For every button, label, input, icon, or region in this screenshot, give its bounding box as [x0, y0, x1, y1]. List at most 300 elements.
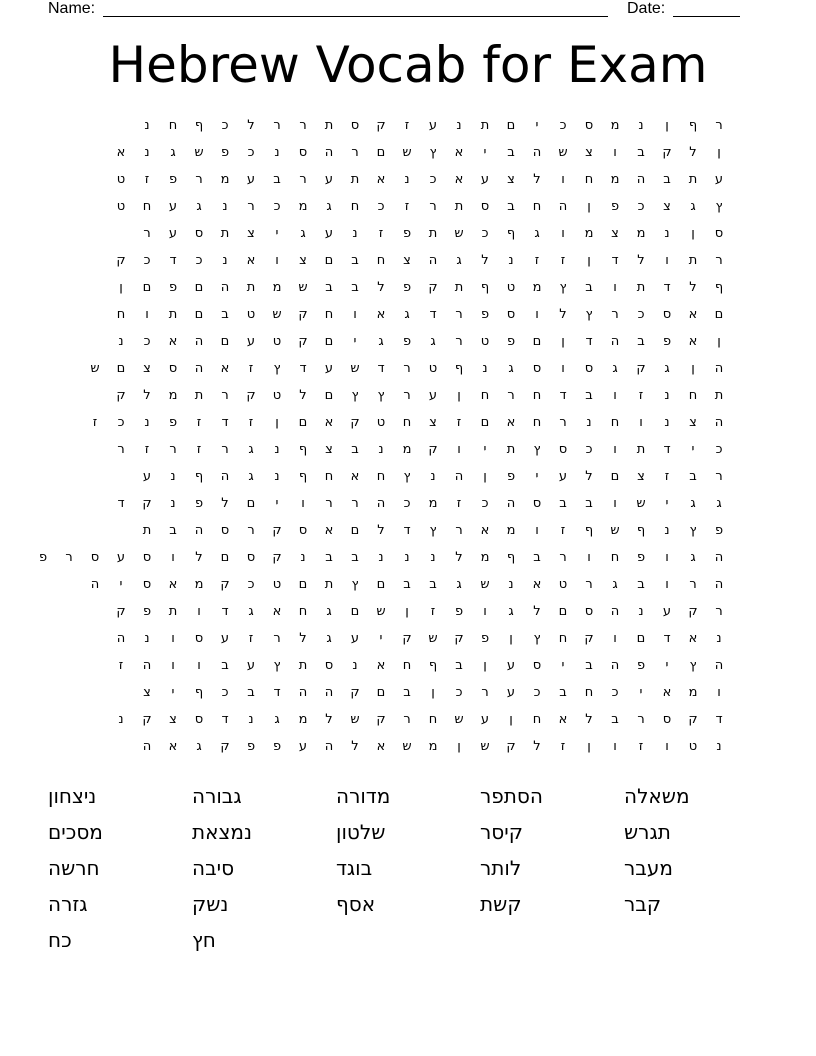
grid-letter[interactable]: א: [532, 577, 542, 592]
grid-letter[interactable]: ן: [457, 739, 461, 754]
grid-letter[interactable]: ז: [534, 253, 540, 268]
grid-letter[interactable]: ב: [325, 550, 333, 565]
grid-letter[interactable]: ם: [324, 334, 334, 349]
grid-letter[interactable]: ם: [480, 415, 490, 430]
grid-letter[interactable]: ג: [534, 226, 540, 241]
grid-letter[interactable]: פ: [506, 469, 516, 484]
grid-letter[interactable]: ר: [689, 577, 697, 592]
grid-letter[interactable]: ם: [376, 145, 386, 160]
grid-letter[interactable]: פ: [142, 604, 152, 619]
grid-letter[interactable]: מ: [532, 280, 542, 295]
grid-letter[interactable]: ע: [168, 199, 178, 214]
grid-letter[interactable]: ס: [168, 361, 178, 376]
grid-letter[interactable]: ט: [116, 172, 126, 187]
grid-letter[interactable]: ן: [457, 388, 461, 403]
grid-letter[interactable]: ר: [247, 523, 255, 538]
grid-letter[interactable]: ת: [636, 442, 646, 457]
grid-letter[interactable]: ו: [171, 631, 175, 646]
grid-letter[interactable]: צ: [637, 469, 645, 484]
grid-letter[interactable]: ם: [350, 604, 360, 619]
grid-letter[interactable]: ו: [639, 415, 643, 430]
grid-letter[interactable]: ץ: [351, 388, 359, 403]
grid-letter[interactable]: ס: [532, 361, 542, 376]
grid-letter[interactable]: נ: [274, 442, 280, 457]
grid-letter[interactable]: ם: [714, 307, 724, 322]
grid-letter[interactable]: ף: [298, 469, 308, 484]
grid-letter[interactable]: ר: [403, 361, 411, 376]
grid-letter[interactable]: א: [688, 334, 698, 349]
grid-letter[interactable]: נ: [404, 172, 410, 187]
grid-letter[interactable]: ן: [665, 118, 669, 133]
grid-letter[interactable]: ב: [585, 280, 593, 295]
grid-letter[interactable]: ט: [376, 415, 386, 430]
grid-letter[interactable]: נ: [508, 253, 514, 268]
grid-letter[interactable]: ג: [612, 577, 618, 592]
grid-letter[interactable]: ל: [195, 550, 203, 565]
grid-letter[interactable]: ט: [558, 577, 568, 592]
grid-letter[interactable]: ק: [246, 388, 256, 403]
grid-letter[interactable]: ת: [298, 658, 308, 673]
grid-letter[interactable]: א: [376, 172, 386, 187]
grid-letter[interactable]: ב: [221, 307, 229, 322]
grid-letter[interactable]: פ: [168, 415, 178, 430]
grid-letter[interactable]: ה: [220, 469, 230, 484]
grid-letter[interactable]: ת: [454, 199, 464, 214]
grid-letter[interactable]: מ: [506, 523, 516, 538]
grid-letter[interactable]: ס: [662, 712, 672, 727]
grid-letter[interactable]: פ: [454, 604, 464, 619]
grid-letter[interactable]: ס: [324, 658, 334, 673]
grid-letter[interactable]: ץ: [403, 469, 411, 484]
grid-letter[interactable]: ס: [584, 361, 594, 376]
grid-letter[interactable]: ר: [273, 631, 281, 646]
grid-letter[interactable]: ע: [428, 388, 438, 403]
grid-letter[interactable]: ע: [324, 172, 334, 187]
grid-letter[interactable]: ב: [351, 442, 359, 457]
grid-letter[interactable]: ס: [194, 226, 204, 241]
grid-letter[interactable]: ק: [688, 604, 698, 619]
grid-letter[interactable]: ל: [533, 604, 541, 619]
grid-letter[interactable]: ר: [585, 577, 593, 592]
grid-letter[interactable]: נ: [222, 253, 228, 268]
grid-letter[interactable]: ע: [220, 631, 230, 646]
grid-letter[interactable]: מ: [428, 496, 438, 511]
grid-letter[interactable]: נ: [378, 442, 384, 457]
grid-letter[interactable]: נ: [170, 469, 176, 484]
grid-letter[interactable]: ה: [142, 658, 152, 673]
grid-letter[interactable]: ה: [428, 253, 438, 268]
grid-letter[interactable]: ר: [143, 226, 151, 241]
grid-letter[interactable]: ב: [351, 253, 359, 268]
grid-letter[interactable]: מ: [298, 712, 308, 727]
grid-letter[interactable]: ג: [248, 604, 254, 619]
grid-letter[interactable]: ץ: [273, 361, 281, 376]
grid-letter[interactable]: ק: [350, 415, 360, 430]
grid-letter[interactable]: ז: [248, 631, 254, 646]
grid-letter[interactable]: ו: [535, 523, 539, 538]
grid-letter[interactable]: ו: [561, 226, 565, 241]
grid-letter[interactable]: ר: [715, 469, 723, 484]
grid-letter[interactable]: כ: [247, 577, 255, 592]
grid-letter[interactable]: ח: [116, 307, 126, 322]
grid-letter[interactable]: ף: [714, 280, 724, 295]
grid-letter[interactable]: ן: [587, 739, 591, 754]
grid-letter[interactable]: נ: [118, 712, 124, 727]
grid-letter[interactable]: ת: [350, 172, 360, 187]
grid-letter[interactable]: י: [171, 685, 175, 700]
grid-letter[interactable]: ר: [195, 172, 203, 187]
grid-letter[interactable]: נ: [144, 415, 150, 430]
grid-letter[interactable]: ם: [246, 496, 256, 511]
grid-letter[interactable]: ה: [454, 469, 464, 484]
grid-letter[interactable]: ו: [535, 307, 539, 322]
grid-letter[interactable]: ץ: [689, 658, 697, 673]
grid-letter[interactable]: ד: [715, 712, 723, 727]
grid-letter[interactable]: ם: [324, 253, 334, 268]
grid-letter[interactable]: ע: [480, 712, 490, 727]
grid-letter[interactable]: ק: [298, 307, 308, 322]
grid-letter[interactable]: ש: [480, 739, 490, 754]
grid-letter[interactable]: ח: [324, 469, 334, 484]
grid-letter[interactable]: ע: [662, 604, 672, 619]
grid-letter[interactable]: י: [535, 118, 539, 133]
grid-letter[interactable]: א: [324, 523, 334, 538]
grid-letter[interactable]: ח: [532, 199, 542, 214]
grid-letter[interactable]: ה: [636, 172, 646, 187]
grid-letter[interactable]: ש: [350, 712, 360, 727]
grid-letter[interactable]: ו: [665, 577, 669, 592]
grid-letter[interactable]: ן: [119, 280, 123, 295]
grid-letter[interactable]: ק: [116, 253, 126, 268]
grid-letter[interactable]: ק: [506, 739, 516, 754]
grid-letter[interactable]: ע: [350, 631, 360, 646]
grid-letter[interactable]: ב: [351, 280, 359, 295]
grid-letter[interactable]: ק: [584, 631, 594, 646]
grid-letter[interactable]: ר: [325, 496, 333, 511]
grid-letter[interactable]: ם: [350, 523, 360, 538]
grid-letter[interactable]: נ: [716, 631, 722, 646]
grid-letter[interactable]: ג: [196, 199, 202, 214]
grid-letter[interactable]: ץ: [273, 658, 281, 673]
grid-letter[interactable]: נ: [118, 334, 124, 349]
grid-letter[interactable]: כ: [377, 199, 385, 214]
grid-letter[interactable]: כ: [403, 496, 411, 511]
grid-letter[interactable]: י: [665, 496, 669, 511]
grid-letter[interactable]: מ: [610, 172, 620, 187]
grid-letter[interactable]: ג: [248, 469, 254, 484]
grid-letter[interactable]: ל: [689, 280, 697, 295]
grid-letter[interactable]: ב: [559, 496, 567, 511]
grid-letter[interactable]: ג: [508, 604, 514, 619]
grid-letter[interactable]: פ: [220, 145, 230, 160]
grid-letter[interactable]: ם: [376, 577, 386, 592]
grid-letter[interactable]: ד: [663, 631, 671, 646]
grid-letter[interactable]: ק: [116, 604, 126, 619]
grid-letter[interactable]: כ: [143, 253, 151, 268]
grid-letter[interactable]: ן: [483, 469, 487, 484]
grid-letter[interactable]: כ: [611, 685, 619, 700]
grid-letter[interactable]: ם: [194, 307, 204, 322]
grid-letter[interactable]: ו: [613, 280, 617, 295]
grid-letter[interactable]: ק: [220, 739, 230, 754]
grid-letter[interactable]: ה: [714, 361, 724, 376]
grid-letter[interactable]: ם: [532, 334, 542, 349]
grid-letter[interactable]: ח: [376, 469, 386, 484]
grid-letter[interactable]: ה: [142, 739, 152, 754]
grid-letter[interactable]: א: [116, 145, 126, 160]
grid-letter[interactable]: ב: [403, 577, 411, 592]
grid-letter[interactable]: כ: [481, 226, 489, 241]
grid-letter[interactable]: ב: [507, 145, 515, 160]
grid-letter[interactable]: א: [168, 334, 178, 349]
grid-letter[interactable]: ס: [142, 577, 152, 592]
grid-letter[interactable]: ם: [376, 685, 386, 700]
grid-letter[interactable]: ה: [220, 280, 230, 295]
grid-letter[interactable]: ח: [688, 388, 698, 403]
grid-letter[interactable]: צ: [663, 199, 671, 214]
grid-letter[interactable]: ר: [273, 118, 281, 133]
grid-letter[interactable]: ש: [272, 307, 282, 322]
grid-letter[interactable]: ח: [324, 307, 334, 322]
grid-letter[interactable]: ל: [585, 712, 593, 727]
grid-letter[interactable]: כ: [637, 199, 645, 214]
grid-letter[interactable]: ג: [170, 145, 176, 160]
grid-letter[interactable]: צ: [403, 253, 411, 268]
grid-letter[interactable]: ם: [220, 550, 230, 565]
grid-letter[interactable]: ץ: [689, 523, 697, 538]
grid-letter[interactable]: ף: [688, 118, 698, 133]
grid-letter[interactable]: נ: [170, 496, 176, 511]
grid-letter[interactable]: נ: [716, 739, 722, 754]
grid-letter[interactable]: צ: [429, 415, 437, 430]
grid-letter[interactable]: ס: [662, 307, 672, 322]
grid-letter[interactable]: ב: [455, 658, 463, 673]
grid-letter[interactable]: ה: [714, 550, 724, 565]
grid-letter[interactable]: כ: [117, 415, 125, 430]
grid-letter[interactable]: ף: [506, 226, 516, 241]
grid-letter[interactable]: ל: [455, 550, 463, 565]
grid-letter[interactable]: ד: [377, 361, 385, 376]
grid-letter[interactable]: ר: [507, 388, 515, 403]
grid-letter[interactable]: פ: [662, 334, 672, 349]
grid-letter[interactable]: ס: [506, 307, 516, 322]
grid-letter[interactable]: ב: [429, 577, 437, 592]
grid-letter[interactable]: י: [561, 658, 565, 673]
grid-letter[interactable]: נ: [664, 388, 670, 403]
grid-letter[interactable]: ה: [610, 604, 620, 619]
grid-letter[interactable]: ק: [688, 712, 698, 727]
grid-letter[interactable]: ד: [663, 280, 671, 295]
grid-letter[interactable]: ז: [196, 442, 202, 457]
grid-letter[interactable]: פ: [714, 523, 724, 538]
grid-letter[interactable]: מ: [402, 442, 412, 457]
grid-letter[interactable]: ח: [558, 631, 568, 646]
grid-letter[interactable]: ע: [506, 685, 516, 700]
grid-letter[interactable]: נ: [222, 199, 228, 214]
grid-letter[interactable]: ג: [456, 253, 462, 268]
grid-letter[interactable]: ל: [689, 145, 697, 160]
grid-letter[interactable]: ת: [324, 118, 334, 133]
grid-letter[interactable]: נ: [404, 550, 410, 565]
grid-letter[interactable]: ע: [142, 469, 152, 484]
grid-letter[interactable]: ץ: [351, 577, 359, 592]
grid-letter[interactable]: ק: [116, 388, 126, 403]
grid-letter[interactable]: ה: [324, 739, 334, 754]
grid-letter[interactable]: ג: [690, 199, 696, 214]
grid-letter[interactable]: ה: [610, 658, 620, 673]
grid-letter[interactable]: ן: [561, 334, 565, 349]
grid-letter[interactable]: ל: [585, 469, 593, 484]
grid-letter[interactable]: ה: [714, 658, 724, 673]
grid-letter[interactable]: א: [376, 658, 386, 673]
grid-letter[interactable]: צ: [585, 145, 593, 160]
grid-letter[interactable]: ז: [118, 658, 124, 673]
grid-letter[interactable]: ן: [405, 604, 409, 619]
grid-letter[interactable]: ר: [715, 118, 723, 133]
grid-letter[interactable]: ם: [636, 631, 646, 646]
grid-letter[interactable]: ל: [559, 307, 567, 322]
grid-letter[interactable]: ק: [298, 334, 308, 349]
grid-letter[interactable]: כ: [273, 199, 281, 214]
grid-letter[interactable]: ג: [326, 631, 332, 646]
grid-letter[interactable]: נ: [378, 550, 384, 565]
grid-letter[interactable]: י: [535, 469, 539, 484]
grid-letter[interactable]: י: [353, 334, 357, 349]
grid-letter[interactable]: מ: [220, 172, 230, 187]
grid-letter[interactable]: ת: [688, 253, 698, 268]
grid-letter[interactable]: ט: [116, 199, 126, 214]
grid-letter[interactable]: י: [275, 496, 279, 511]
grid-letter[interactable]: פ: [38, 550, 48, 565]
grid-letter[interactable]: ע: [246, 334, 256, 349]
grid-letter[interactable]: ץ: [559, 280, 567, 295]
grid-letter[interactable]: ו: [613, 739, 617, 754]
grid-letter[interactable]: ט: [480, 334, 490, 349]
grid-letter[interactable]: ו: [483, 604, 487, 619]
grid-letter[interactable]: ג: [300, 226, 306, 241]
grid-letter[interactable]: ג: [456, 577, 462, 592]
grid-letter[interactable]: פ: [272, 739, 282, 754]
grid-letter[interactable]: ץ: [429, 145, 437, 160]
grid-letter[interactable]: ד: [585, 334, 593, 349]
grid-letter[interactable]: ן: [691, 361, 695, 376]
grid-letter[interactable]: ן: [717, 145, 721, 160]
grid-letter[interactable]: ן: [587, 253, 591, 268]
grid-letter[interactable]: ג: [378, 334, 384, 349]
grid-letter[interactable]: ח: [168, 118, 178, 133]
grid-letter[interactable]: ג: [326, 604, 332, 619]
grid-letter[interactable]: ז: [248, 415, 254, 430]
grid-letter[interactable]: ס: [584, 604, 594, 619]
grid-letter[interactable]: מ: [480, 550, 490, 565]
grid-letter[interactable]: ס: [350, 118, 360, 133]
grid-letter[interactable]: ק: [220, 577, 230, 592]
grid-letter[interactable]: ז: [638, 739, 644, 754]
grid-letter[interactable]: ד: [403, 523, 411, 538]
grid-letter[interactable]: ם: [194, 280, 204, 295]
grid-letter[interactable]: ת: [428, 226, 438, 241]
grid-letter[interactable]: ד: [299, 361, 307, 376]
grid-letter[interactable]: ע: [714, 172, 724, 187]
grid-letter[interactable]: פ: [194, 496, 204, 511]
grid-letter[interactable]: ה: [376, 496, 386, 511]
grid-letter[interactable]: ו: [561, 172, 565, 187]
grid-letter[interactable]: פ: [480, 631, 490, 646]
grid-letter[interactable]: ם: [610, 469, 620, 484]
grid-letter[interactable]: ו: [353, 307, 357, 322]
grid-letter[interactable]: ץ: [585, 307, 593, 322]
grid-letter[interactable]: ו: [457, 442, 461, 457]
grid-letter[interactable]: ו: [197, 658, 201, 673]
grid-letter[interactable]: ו: [613, 631, 617, 646]
grid-letter[interactable]: ם: [506, 118, 516, 133]
grid-letter[interactable]: ל: [377, 280, 385, 295]
grid-letter[interactable]: ס: [532, 658, 542, 673]
grid-letter[interactable]: א: [480, 523, 490, 538]
grid-letter[interactable]: כ: [715, 442, 723, 457]
grid-letter[interactable]: ק: [428, 442, 438, 457]
grid-letter[interactable]: ץ: [715, 199, 723, 214]
grid-letter[interactable]: פ: [402, 334, 412, 349]
grid-letter[interactable]: ח: [532, 415, 542, 430]
grid-letter[interactable]: נ: [300, 550, 306, 565]
grid-letter[interactable]: נ: [664, 226, 670, 241]
grid-letter[interactable]: ז: [144, 172, 150, 187]
grid-letter[interactable]: ב: [273, 172, 281, 187]
grid-letter[interactable]: ס: [714, 226, 724, 241]
grid-letter[interactable]: ר: [351, 496, 359, 511]
grid-letter[interactable]: ף: [506, 550, 516, 565]
grid-letter[interactable]: ח: [584, 685, 594, 700]
grid-letter[interactable]: כ: [559, 118, 567, 133]
grid-letter[interactable]: ם: [142, 280, 152, 295]
grid-letter[interactable]: ר: [221, 442, 229, 457]
grid-letter[interactable]: ה: [506, 496, 516, 511]
grid-letter[interactable]: ל: [247, 118, 255, 133]
grid-letter[interactable]: א: [376, 739, 386, 754]
grid-letter[interactable]: ף: [298, 442, 308, 457]
grid-letter[interactable]: ן: [587, 199, 591, 214]
grid-letter[interactable]: כ: [221, 685, 229, 700]
grid-letter[interactable]: ש: [402, 739, 412, 754]
grid-letter[interactable]: ש: [428, 631, 438, 646]
grid-letter[interactable]: ם: [220, 334, 230, 349]
grid-letter[interactable]: ף: [194, 469, 204, 484]
grid-letter[interactable]: צ: [507, 172, 515, 187]
grid-letter[interactable]: ע: [480, 172, 490, 187]
grid-letter[interactable]: ם: [324, 388, 334, 403]
grid-letter[interactable]: ב: [611, 712, 619, 727]
grid-letter[interactable]: ה: [532, 145, 542, 160]
grid-letter[interactable]: ח: [402, 415, 412, 430]
grid-letter[interactable]: ג: [404, 307, 410, 322]
grid-letter[interactable]: ר: [299, 118, 307, 133]
grid-letter[interactable]: ת: [324, 577, 334, 592]
grid-letter[interactable]: ה: [194, 334, 204, 349]
grid-letter[interactable]: ז: [404, 118, 410, 133]
grid-letter[interactable]: ז: [196, 415, 202, 430]
grid-letter[interactable]: ו: [587, 550, 591, 565]
grid-letter[interactable]: ף: [480, 280, 490, 295]
grid-letter[interactable]: ג: [690, 550, 696, 565]
name-line[interactable]: [103, 16, 608, 17]
grid-letter[interactable]: ל: [377, 523, 385, 538]
grid-letter[interactable]: ע: [246, 172, 256, 187]
grid-letter[interactable]: נ: [144, 631, 150, 646]
grid-letter[interactable]: נ: [144, 145, 150, 160]
grid-letter[interactable]: פ: [168, 172, 178, 187]
grid-letter[interactable]: ו: [171, 550, 175, 565]
